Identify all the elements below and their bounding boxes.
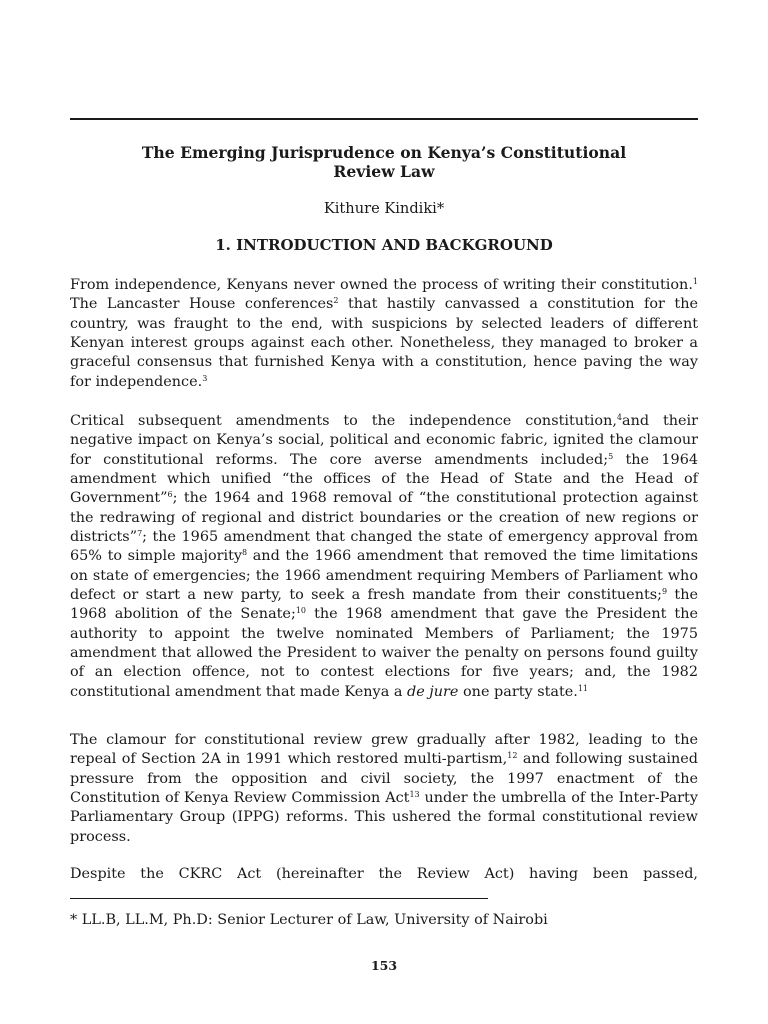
page-number: 153	[370, 958, 398, 973]
footnote-ref-7[interactable]: 7	[137, 529, 143, 539]
text: the 1968 amendment that gave the President the authority to appoint the twelve nominated Members of Parliament; the 1975 amendment that allowed the President to waiver the penalty on persons found guilty of an election offence, not to contest elections for five years; and, the 1982 constitutional amendment that made Kenya a	[70, 606, 699, 700]
footnote-ref-3[interactable]: 3	[202, 373, 208, 383]
text: and following sustained pressure from the opposition and civil society, the 1997 enactment of the Constitution of Kenya Review Commission Act	[70, 751, 698, 807]
footnote-ref-2[interactable]: 2	[333, 296, 339, 306]
text: The clamour for constitutional review grew gradually after 1982, leading to the repeal of Section 2A in 1991 which restored multi-partism,	[70, 732, 698, 768]
footnote-ref-10[interactable]: 10	[295, 606, 306, 616]
article-title	[70, 143, 698, 181]
text: and their negative impact on Kenya’s social, political and economic fabric, ignited the clamour for constitutional reforms. The core averse amendments included;	[70, 413, 699, 468]
paragraph-2	[70, 412, 698, 702]
footnote-ref-8[interactable]: 8	[242, 548, 248, 558]
text: the 1964 amendment which unified “the offices of the Head of State and the Head of Government”	[70, 451, 699, 507]
text: one party state.	[458, 683, 578, 700]
footnote-ref-4[interactable]: 4	[616, 413, 623, 422]
text: Critical subsequent amendments to the independence constitution,	[70, 413, 617, 429]
text: that hastily canvassed a constitution for the country, was fraught to the end, with suspicions by selected leaders of different Kenyan interest groups against each other. Nonetheless, they managed to broker a graceful consensus that furnished Kenya with a constitution, hence paving the way for independence.	[70, 296, 698, 390]
footnote-ref-6[interactable]: 6	[167, 490, 173, 500]
text: ; the 1964 and 1968 removal of “the constitutional protection against the redrawing of regional and district boundaries or the creation of new regions or districts”	[70, 490, 698, 546]
footnote-ref-9[interactable]: 9	[662, 587, 668, 597]
paragraph-3	[70, 731, 698, 847]
footnote-ref-13[interactable]: 13	[409, 790, 420, 800]
section-heading: 1. INTRODUCTION AND BACKGROUND	[215, 236, 553, 254]
author-footnote: * LL.B, LL.M, Ph.D: Senior Lecturer of Law, University of Nairobi	[70, 912, 548, 928]
footnote-ref-1[interactable]: 1	[692, 277, 698, 286]
paragraph-4: Despite the CKRC Act (hereinafter the Review Act) having been passed,	[70, 866, 698, 882]
text: ; the 1965 amendment that changed the state of emergency approval from 65% to simple majority	[70, 529, 698, 565]
text: From independence, Kenyans never owned the process of writing their constitution.	[70, 277, 693, 293]
footnote-ref-5[interactable]: 5	[608, 451, 614, 461]
text: and the 1966 amendment that removed the time limitations on state of emergencies; the 1966 amendment requiring Members of Parliament who defect or start a new party, to seek a fresh mandate from their constituents;	[70, 548, 698, 604]
footnote-ref-12[interactable]: 12	[507, 751, 518, 761]
author-name: Kithure Kindiki*	[323, 200, 445, 217]
header-rule	[70, 118, 698, 120]
text: The Lancaster House conferences	[70, 296, 334, 313]
footnote-ref-11[interactable]: 11	[577, 683, 589, 693]
italic-term: de jure	[407, 683, 459, 700]
text: the 1968 abolition of the Senate;	[70, 587, 698, 623]
paragraph-1	[70, 276, 698, 392]
title-line-2: Review Law	[333, 162, 435, 181]
footnote-rule	[70, 898, 488, 899]
title-line-1: The Emerging Jurisprudence on Kenya’s Constitutional	[141, 143, 627, 162]
text: under the umbrella of the Inter-Party Parliamentary Group (IPPG) reforms. This ushered the formal constitutional review process.	[70, 790, 698, 845]
